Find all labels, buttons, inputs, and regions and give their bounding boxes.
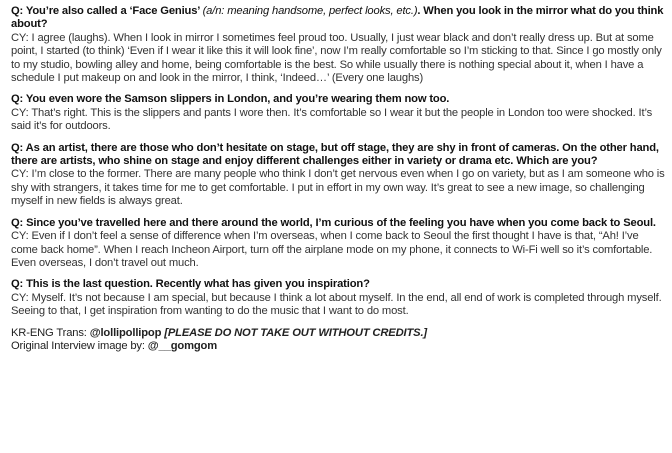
question-text: . When you look in the mirror what do you think about? bbox=[11, 5, 664, 31]
translation-credit bbox=[11, 327, 666, 340]
answer: CY: I’m close to the former. There are many people who think I don’t get nervous even when I go on variety, but as I am someone who is shy with strangers, it takes time for me to get comfortable. I put in effort in my own way. It’s great to see a new image, so challenging myself in new fields is always great. bbox=[11, 168, 665, 208]
qa-block bbox=[11, 5, 666, 85]
qa-block bbox=[11, 278, 666, 318]
image-credit bbox=[11, 340, 666, 353]
question-text: Q: You’re also called a ‘Face Genius’ bbox=[11, 5, 203, 17]
credit-label: Original Interview image by: bbox=[11, 339, 148, 352]
translator-note: (a/n: meaning handsome, perfect looks, etc.) bbox=[202, 5, 418, 17]
question bbox=[11, 5, 666, 32]
image-source-handle: @__gomgom bbox=[147, 339, 218, 352]
answer: CY: That’s right. This is the slippers and pants I wore then. It’s comfortable so I wear it but the people in London too were shocked. It’s said it’s for outdoors. bbox=[11, 106, 653, 133]
question: Q: As an artist, there are those who don’t hesitate on stage, but off stage, they are shy in front of cameras. On the other hand, there are artists, who shine on stage and enjoy different challenges either in variety or drama etc. Which are you? bbox=[11, 141, 659, 168]
qa-block bbox=[11, 142, 666, 209]
answer: CY: I agree (laughs). When I look in mirror I sometimes feel proud too. Usually, I just wear black and don’t really dress up. But at some point, I started (to think) ‘Even if I wear it like this it will look fine’, now I’m really comfortable so I’m sticking to that. Since I go mostly only to my studio, bowling alley and home, being comfortable is the best. So while usually there is nothing special about it, when I have a schedule I put makeup on and look in the mirror, I think, ‘Indeed…’ (Every one laughs) bbox=[11, 31, 662, 85]
credits bbox=[11, 327, 666, 354]
qa-block bbox=[11, 217, 666, 271]
answer: CY: Even if I don’t feel a sense of difference when I’m overseas, when I come back to Seoul the first thought I have is that, “Ah! I’ve come back home”. When I reach Incheon Airport, turn off the airplane mode on my phone, it connects to Wi-Fi well so it’s comfortable. Even overseas, I don’t travel out much. bbox=[11, 230, 653, 269]
question: Q: You even wore the Samson slippers in London, and you’re wearing them now too. bbox=[11, 93, 450, 106]
credit-label: KR-ENG Trans: bbox=[11, 326, 90, 339]
credit-warning: [PLEASE DO NOT TAKE OUT WITHOUT CREDITS.] bbox=[161, 326, 428, 339]
question: Q: Since you’ve travelled here and there around the world, I’m curious of the feeling you have when you come back to Seoul. bbox=[11, 216, 656, 229]
answer: CY: Myself. It’s not because I am special, but because I think a lot about myself. In the end, all end of work is completed through myself. Seeing to that, I get inspiration from wanting to do the music that I want to do most. bbox=[11, 291, 662, 318]
question: Q: This is the last question. Recently what has given you inspiration? bbox=[11, 278, 370, 291]
qa-block bbox=[11, 93, 666, 133]
translator-handle: @lollipollipop bbox=[89, 326, 162, 339]
